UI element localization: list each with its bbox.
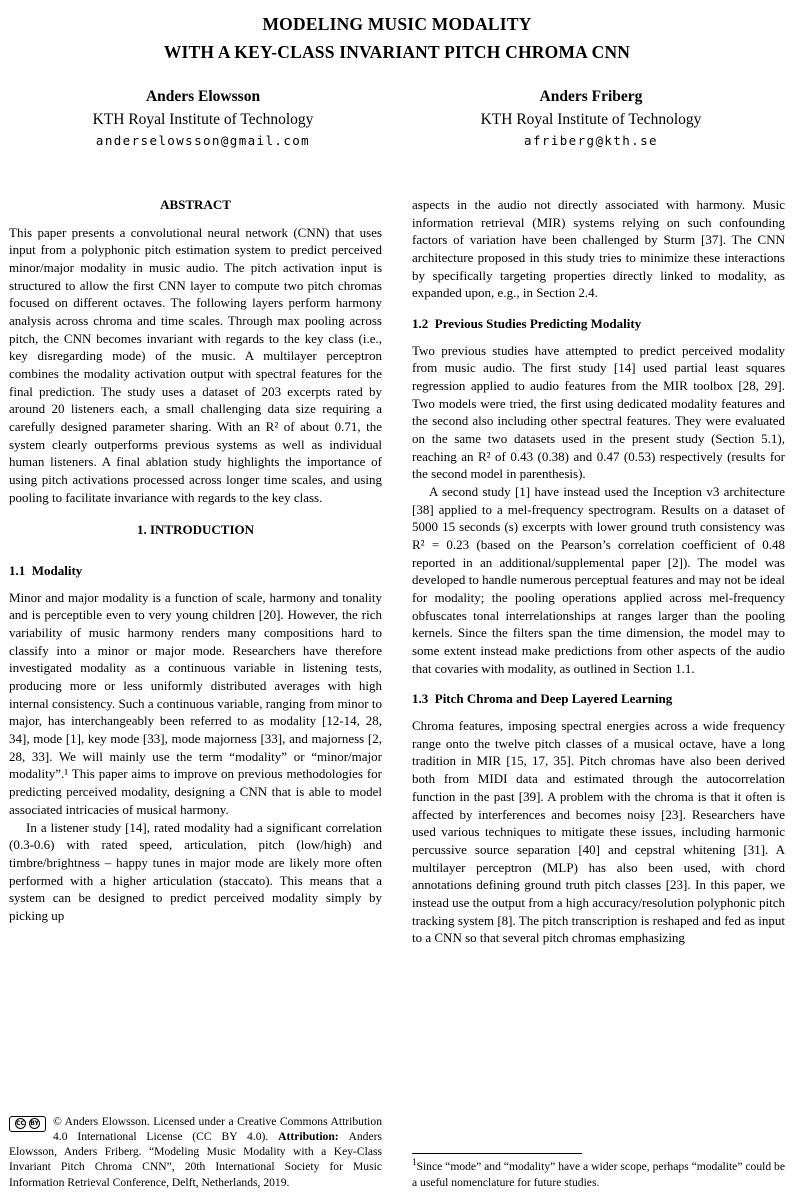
section-1-heading: 1. INTRODUCTION xyxy=(136,522,254,538)
cc-by-license-badge xyxy=(9,1116,46,1132)
section-1-2-heading: 1.2 Previous Studies Predicting Modality xyxy=(412,316,642,332)
author-block-1 xyxy=(9,88,397,148)
right-column xyxy=(412,196,785,1190)
section-1-3-paragraph-1: Chroma features, imposing spectral energies across a wide frequency range onto the twelve pitch classes of a musical octave, have a long tradition in MIR [15, 17, 35]. Pitch chromas have also been derived both from MIDI data and estimated through the autocorrelation function in the past [39]. A problem with the chroma is that it often is affected by interferences and becomes noisy [23]. Researchers have used various techniques to mitigate these issues, including harmonic percussive source separation [40] and cepstral whitening [31]. A multilayer perceptron (MLP) has also been used, with chord annotations defining ground truth pitch classes [23]. In this paper, we instead use the output from a high accuracy/resolution polyphonic pitch tracking system [8]. The pitch transcription is reshaped and fed as input to a CNN so that several pitch chromas emphasizing xyxy=(412,718,785,946)
by-person-icon: BY xyxy=(29,1118,40,1129)
abstract-heading: ABSTRACT xyxy=(160,197,231,212)
author-1-affiliation: KTH Royal Institute of Technology xyxy=(92,111,314,128)
abstract-text: This paper presents a convolutional neural network (CNN) that uses input from a polyphonic pitch estimation system to predict perceived minor/major modality in music audio. The pitch activation input is structured to allow the first CNN layer to compute two pitch chromas focused on different octaves. The following layers perform harmony analysis across chroma and time scales. Through max pooling across pitch, the CNN becomes invariant with regards to the key class (i.e., key disregarding mode) of the music. A multilayer perceptron combines the modality activation output with spectral features for the final prediction. The study uses a dataset of 203 excerpts rated by around 20 listeners each, a small challenging data size requiring a carefully designed parameter sharing. With an R² of about 0.71, the system clearly outperforms previous systems as well as individual human listeners. A final ablation study highlights the importance of using pitch activations processed across longer time scales, and using pooling to facilitate invariance with regards to the key class. xyxy=(9,224,382,505)
author-2-affiliation: KTH Royal Institute of Technology xyxy=(480,111,702,128)
author-2-email: afriberg@kth.se xyxy=(524,133,658,148)
footnote-divider xyxy=(412,1153,582,1154)
section-1-1-continued-paragraph: aspects in the audio not directly associated with harmony. Music information retrieval (MIR) systems relying on such confounding factors of variation have been challenged by Sturm [37]. The CNN architecture proposed in this study tries to minimize these interactions by specifically targeting properties directly linked to modality, as expanded upon, e.g., in Section 2.4. xyxy=(412,197,785,301)
license-block xyxy=(9,1104,382,1190)
section-1-1-heading: 1.1 Modality xyxy=(9,563,83,579)
author-block-2 xyxy=(397,88,785,148)
license-text-post: Anders Elowsson, Anders Friberg. “Modeling Music Modality with a Key-Class Invariant Pitch Chroma CNN”, 20th International Society for Music Information Retrieval Conference, Delft, Netherlands, 2019. xyxy=(9,1129,382,1189)
author-1-email: anderselowsson@gmail.com xyxy=(95,133,311,148)
title-line-2: WITH A KEY-CLASS INVARIANT PITCH CHROMA CNN xyxy=(163,42,631,62)
author-2-name: Anders Friberg xyxy=(539,88,643,105)
paper-title xyxy=(9,10,785,66)
author-blocks xyxy=(9,88,785,148)
two-column-body xyxy=(9,196,785,1190)
author-1-name: Anders Elowsson xyxy=(145,88,261,105)
section-1-2-paragraph-2: A second study [1] have instead used the Inception v3 architecture [38] applied to a mel-frequency spectrogram. Results on a dataset of 5000 15 seconds (s) excerpts with lower ground truth consistency was R² = 0.23 (based on the Pearson’s correlation coefficient of 0.48 reported in an additional/supplemental paper [2]). The model was developed to handle numerous perceptual features and may not be ideal for modality; the pooling operations applied across mel-frequency obfuscates tonal interrelationships at ranges larger than the pooling kernels. Since the filters span the time dimension, the model may to some extent instead make predictions from other aspects of the audio that covaries with modality, as outlined in Section 1.1. xyxy=(412,484,785,676)
section-1-2-paragraph-1: Two previous studies have attempted to predict perceived modality from music audio. The first study [14] used partial least squares regression applied to audio features from the MIR toolbox [28, 29]. Two models were tried, the first using dedicated modality features and the second also including other spectral features. They were evaluated on the same two datasets used in the present study (Section 5.1), reaching an R² of 0.43 (0.38) and 0.47 (0.53) respectively (results for the second model in parenthesis). xyxy=(412,342,785,482)
section-1-1-paragraph-1: Minor and major modality is a function of scale, harmony and tonality and is perceptible even to very young children [20]. However, the rich variability of music harmony renders many compositions hard to classify into a minor or major mode. Researchers have therefore investigated modality as a continuous variable in listening tests, producing more or less uniformly distributed averages with high internal consistency. Such a continuous variable, ranging from minor to major, has interchangeably been referred to as modality [12-14, 28, 34], mode [1], key mode [33], mode majorness [33], and majorness [2, 28, 33]. We will mainly use the term “modality” or “minor/major modality”.¹ This paper aims to improve on previous methodologies for predicting perceived modality, designing a CNN that is able to model associated intricacies of musical harmony. xyxy=(9,589,382,817)
license-text-pre: © Anders Elowsson. Licensed under a Creative Commons Attribution 4.0 International License (CC BY 4.0). xyxy=(53,1114,382,1143)
footnote-text xyxy=(412,1159,785,1190)
footnote-block xyxy=(412,1143,785,1190)
license-attribution-label: Attribution: xyxy=(278,1129,349,1143)
section-1-3-heading: 1.3 Pitch Chroma and Deep Layered Learning xyxy=(412,691,673,707)
title-line-1: MODELING MUSIC MODALITY xyxy=(262,14,532,34)
cc-icon: CC xyxy=(15,1118,26,1129)
section-1-1-paragraph-2: In a listener study [14], rated modality had a significant correlation (0.3-0.6) with rated speed, articulation, pitch (low/high) and timbre/brightness – happy tunes in major mode are likely more often performed with a higher articulation (staccato). This means that a system can be designed to predict perceived modality simply by picking up xyxy=(9,819,382,923)
left-column xyxy=(9,196,382,1190)
footnote-marker: 1 xyxy=(412,1157,417,1168)
footnote-body: Since “mode” and “modality” have a wider scope, perhaps “modalite” could be a useful nomenclature for future studies. xyxy=(412,1160,785,1189)
